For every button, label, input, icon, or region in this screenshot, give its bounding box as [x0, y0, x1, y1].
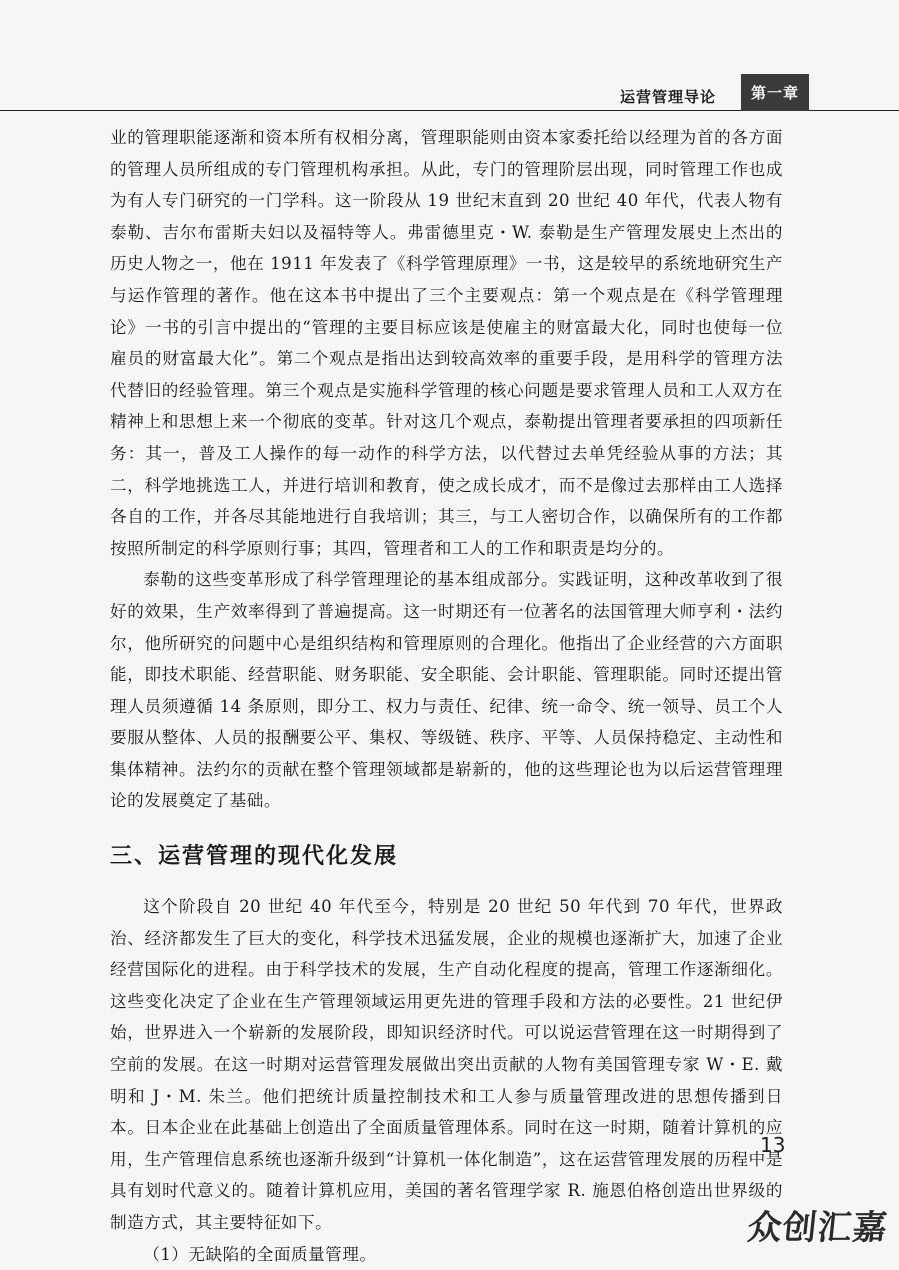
section-heading: 三、运营管理的现代化发展	[110, 844, 399, 870]
publisher-watermark: 众创汇嘉	[745, 1208, 890, 1248]
page-body	[110, 122, 786, 1270]
page-number: 13	[760, 1133, 786, 1157]
paragraph-1: 业的管理职能逐渐和资本所有权相分离，管理职能则由资本家委托给以经理为首的各方面的管理人员所组成的专门管理机构承担。从此，专门的管理阶层出现，同时管理工作也成为有人专门研究的一门学科。这一阶段从 19 世纪末直到 20 世纪 40 年代，代表人物有泰勒、吉尔布雷斯夫妇以及福特等人。弗雷德里克・W. 泰勒是生产管理发展史上杰出的历史人物之一，他在 1911 年发表了《科学管理原理》一书，这是较早的系统地研究生产与运作管理的著作。他在这本书中提出了三个主要观点：第一个观点是在《科学管理理论》一书的引言中提出的“管理的主要目标应该是使雇主的财富最大化，同时也使每一位雇员的财富最大化”。第二个观点是指出达到较高效率的重要手段，是用科学的管理方法代替旧的经验管理。第三个观点是实施科学管理的核心问题是要求管理人员和工人双方在精神上和思想上来一个彻底的变革。针对这几个观点，泰勒提出管理者要承担的四项新任务：其一，普及工人操作的每一动作的科学方法，以代替过去单凭经验从事的方法；其二，科学地挑选工人，并进行培训和教育，使之成长成才，而不是像过去那样由工人选择各自的工作，并各尽其能地进行自我培训；其三，与工人密切合作，以确保所有的工作都按照所制定的科学原则行事；其四，管理者和工人的工作和职责是均分的。	[110, 128, 783, 558]
chapter-tab: 第一章	[741, 74, 809, 111]
paragraph-3: 这个阶段自 20 世纪 40 年代至今，特别是 20 世纪 50 年代到 70 年代，世界政治、经济都发生了巨大的变化，科学技术迅猛发展，企业的规模也逐渐扩大，加速了企业经营国际化的进程。由于科学技术的发展，生产自动化程度的提高，管理工作逐渐细化。这些变化决定了企业在生产管理领域运用更先进的管理手段和方法的必要性。21 世纪伊始，世界进入一个崭新的发展阶段，即知识经济时代。可以说运营管理在这一时期得到了空前的发展。在这一时期对运营管理发展做出突出贡献的人物有美国管理专家 W・E. 戴明和 J・M. 朱兰。他们把统计质量控制技术和工人参与质量管理改进的思想传播到日本。日本企业在此基础上创造出了全面质量管理体系。同时在这一时期，随着计算机的应用，生产管理信息系统也逐渐升级到“计算机一体化制造”，这在运营管理发展的历程中是具有划时代意义的。随着计算机应用，美国的著名管理学家 R. 施恩伯格创造出世界级的制造方式，其主要特征如下。	[110, 897, 783, 1232]
list-item-1: （1）无缺陷的全面质量管理。	[143, 1244, 377, 1264]
running-header-title: 运营管理导论	[619, 88, 716, 106]
paragraph-2: 泰勒的这些变革形成了科学管理理论的基本组成部分。实践证明，这种改革收到了很好的效果，生产效率得到了普遍提高。这一时期还有一位著名的法国管理大师亨利・法约尔，他所研究的问题中心是组织结构和管理原则的合理化。他指出了企业经营的六方面职能，即技术职能、经营职能、财务职能、安全职能、会计职能、管理职能。同时还提出管理人员须遵循 14 条原则，即分工、权力与责任、纪律、统一命令、统一领导、员工个人要服从整体、人员的报酬要公平、集权、等级链、秩序、平等、人员保持稳定、主动性和集体精神。法约尔的贡献在整个管理领域都是崭新的，他的这些理论也为以后运营管理理论的发展奠定了基础。	[110, 570, 783, 811]
